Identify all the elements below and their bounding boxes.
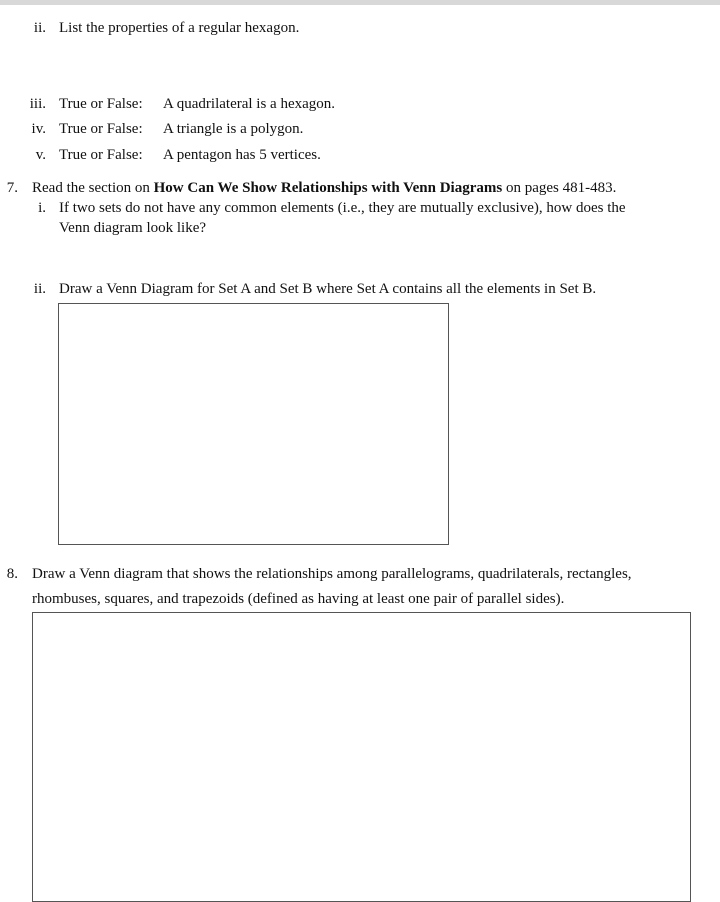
q6-iv-marker: iv. [31,121,46,137]
q7-section-title: How Can We Show Relationships with Venn Diagrams [153,180,503,196]
q6-iv-statement: A triangle is a polygon. [163,121,304,137]
q8-line1: Draw a Venn diagram that shows the relationships among parallelograms, quadrilaterals, rectangles, [32,566,632,582]
q7-marker: 7. [6,180,18,196]
q7-i-line2: Venn diagram look like? [59,220,207,236]
q7-ii-marker: ii. [33,281,46,297]
q7-ii-answer-box[interactable] [58,303,449,545]
q6-iv-label: True or False: [59,121,143,137]
q6-v-marker: v. [35,147,46,163]
q6-iii-marker: iii. [29,96,46,112]
q7-text-after: on pages 481-483. [502,180,617,196]
q6-v-label: True or False: [59,147,143,163]
page-top-border [0,0,720,5]
q6-v-statement: A pentagon has 5 vertices. [163,147,321,163]
q8-answer-box[interactable] [32,612,691,902]
q6-iii-label: True or False: [59,96,143,112]
q6-ii-text: List the properties of a regular hexagon. [59,20,300,36]
q7-i-line1: If two sets do not have any common elements (i.e., they are mutually exclusive), how does the [59,200,626,216]
q8-marker: 8. [6,566,18,582]
q7-text-before: Read the section on [32,180,154,196]
q7-i-marker: i. [38,200,46,216]
q6-iii-statement: A quadrilateral is a hexagon. [163,96,336,112]
q7-ii-text: Draw a Venn Diagram for Set A and Set B where Set A contains all the elements in Set B. [59,281,597,297]
q6-ii-marker: ii. [33,20,46,36]
q7-text [32,179,616,197]
q8-line2: rhombuses, squares, and trapezoids (defined as having at least one pair of parallel sides). [32,591,565,607]
